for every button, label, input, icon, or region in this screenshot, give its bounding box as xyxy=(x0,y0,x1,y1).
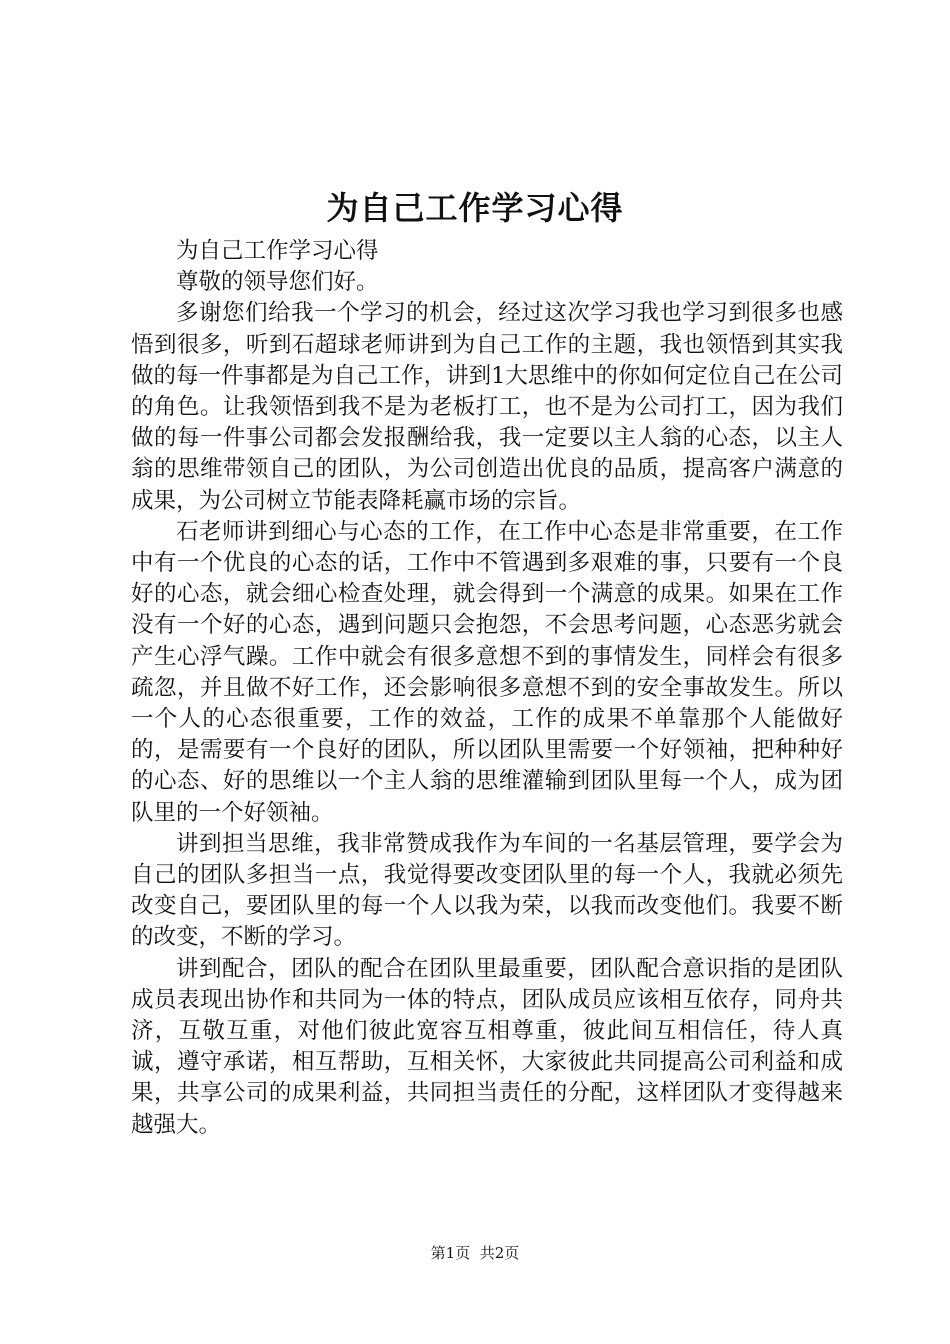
paragraph-greeting: 尊敬的领导您们好。 xyxy=(176,269,379,296)
page-total: 共2页 xyxy=(479,1244,520,1262)
document-body xyxy=(131,236,843,1141)
page-footer xyxy=(0,1243,950,1263)
paragraph-3: 讲到担当思维，我非常赞成我作为车间的一名基层管理，要学会为自己的团队多担当一点，我觉得要改变团队里的每一个人，我就必须先改变自己，要团队里的每一个人以我为荣，以我而改变他们。我要不断的改变，不断的学习。 xyxy=(131,830,843,951)
paragraph-2: 石老师讲到细心与心态的工作，在工作中心态是非常重要，在工作中有一个优良的心态的话，工作中不管遇到多艰难的事，只要有一个良好的心态，就会细心检查处理，就会得到一个满意的成果。如果在工作没有一个好的心态，遇到问题只会抱怨，不会思考问题，心态恶劣就会产生心浮气躁。工作中就会有很多意想不到的事情发生，同样会有很多疏忽，并且做不好工作，还会影响很多意想不到的安全事故发生。所以一个人的心态很重要，工作的效益，工作的成果不单靠那个人能做好的，是需要有一个良好的团队，所以团队里需要一个好领袖，把种种好的心态、好的思维以一个主人翁的思维灌输到团队里每一个人，成为团队里的一个好领袖。 xyxy=(131,518,843,826)
page-number: 第1页 xyxy=(430,1244,471,1262)
paragraph-1: 多谢您们给我一个学习的机会，经过这次学习我也学习到很多也感悟到很多，听到石超球老师讲到为自己工作的主题，我也领悟到其实我做的每一件事都是为自己工作，讲到1大思维中的你如何定位自己在公司的角色。让我领悟到我不是为老板打工，也不是为公司打工，因为我们做的每一件事公司都会发报酬给我，我一定要以主人翁的心态，以主人翁的思维带领自己的团队，为公司创造出优良的品质，提高客户满意的成果，为公司树立节能表降耗赢市场的宗旨。 xyxy=(131,300,843,514)
document-title: 为自己工作学习心得 xyxy=(326,189,624,227)
paragraph-4: 讲到配合，团队的配合在团队里最重要，团队配合意识指的是团队成员表现出协作和共同为一体的特点，团队成员应该相互依存，同舟共济，互敬互重，对他们彼此宽容互相尊重，彼此间互相信任，待人真诚，遵守承诺，相互帮助，互相关怀，大家彼此共同提高公司利益和成果，共享公司的成果利益，共同担当责任的分配，这样团队才变得越来越强大。 xyxy=(131,955,843,1138)
paragraph-heading-repeat: 为自己工作学习心得 xyxy=(176,238,379,264)
